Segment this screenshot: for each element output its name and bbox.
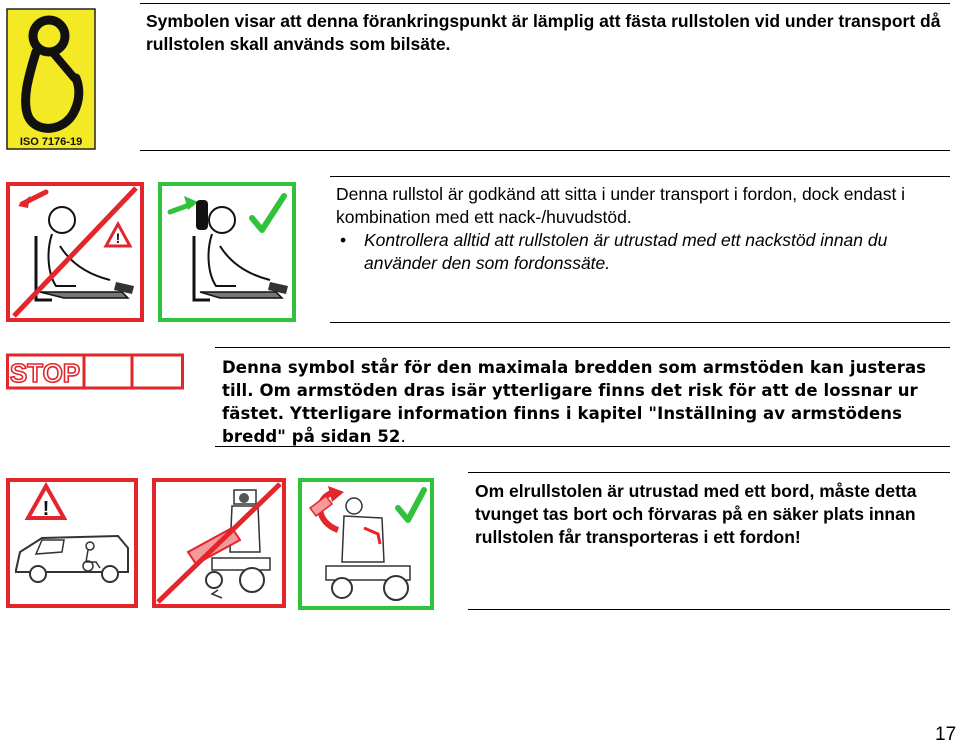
no-headrest-crossed-icon	[6, 182, 144, 322]
tiedown-hook-icon	[6, 8, 96, 150]
headrest-text: Denna rullstol är godkänd att sitta i under transport i fordon, dock endast i kombination med ett nack-/huvudstöd.	[336, 184, 906, 227]
tiedown-text: Symbolen visar att denna förankringspunkt är lämplig att fästa rullstolen vid under transport då rullstolen skall används som bilsäte.	[146, 11, 941, 54]
iso-label: ISO 7176-19	[19, 136, 83, 148]
page-number: 17	[935, 724, 957, 745]
page-reference: 52	[377, 427, 401, 446]
headrest-bullet: • Kontrollera alltid att rullstolen är utrustad med ett nackstöd innan du använder den som fordonssäte.	[336, 229, 946, 275]
stop-width-icon	[6, 352, 184, 390]
headrest-bullet-list	[336, 229, 946, 275]
stop-label: STOP	[9, 358, 81, 388]
table-removed-approved-icon	[298, 478, 434, 610]
table-text: Om elrullstolen är utrustad med ett bord, måste detta tvunget tas bort och förvaras på en säker plats innan rullstolen får transporteras i ett fordon!	[475, 481, 917, 547]
armrest-text: Denna symbol står för den maximala bredden som armstöden kan justeras till. Om armstöden dras isär ytterligare finns det risk för att de lossnar ur fästet. Ytterligare information finns i kapitel "Inställning av armstödens bredd" på sidan 52.	[222, 358, 927, 446]
table-crossed-icon	[152, 478, 286, 608]
vehicle-warning-icon	[6, 478, 138, 608]
headrest-approved-icon	[158, 182, 296, 322]
svg-text:!: !	[115, 230, 121, 246]
svg-text:!: !	[42, 498, 50, 520]
